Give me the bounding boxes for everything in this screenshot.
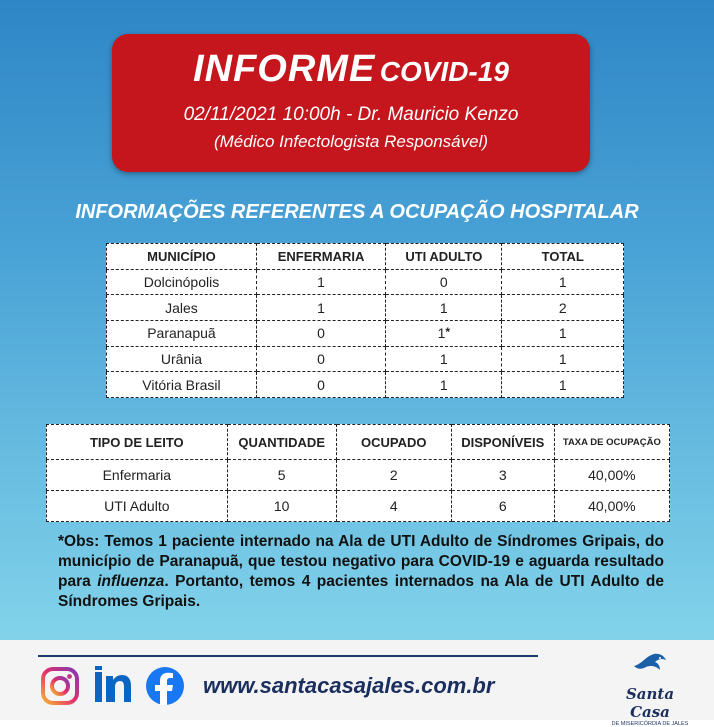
page-title bbox=[112, 48, 590, 91]
website-link[interactable]: www.santacasajales.com.br bbox=[203, 673, 495, 698]
table-cell: Enfermaria bbox=[47, 460, 228, 491]
column-header: TOTAL bbox=[502, 244, 624, 270]
table-cell: 6 bbox=[451, 491, 554, 522]
logo-subtitle: DE MISERICÓRDIA DE JALES bbox=[611, 721, 689, 727]
table-cell: UTI Adulto bbox=[47, 491, 228, 522]
table-cell-value: 1 bbox=[437, 325, 446, 342]
table-cell: 10 bbox=[227, 491, 336, 522]
table-cell: 1 bbox=[256, 295, 385, 321]
table-cell: Dolcinópolis bbox=[107, 269, 257, 295]
table-row bbox=[107, 269, 624, 295]
table-cell: 0 bbox=[256, 321, 385, 347]
table-cell: 0 bbox=[386, 269, 502, 295]
header-banner bbox=[112, 34, 590, 172]
table-cell: 1 bbox=[502, 346, 624, 372]
table-cell: 1 bbox=[386, 372, 502, 398]
footer-divider bbox=[38, 655, 538, 657]
table-cell: 40,00% bbox=[554, 460, 669, 491]
title-sub: COVID-19 bbox=[379, 56, 509, 87]
author-role-line: (Médico Infectologista Responsável) bbox=[213, 132, 489, 151]
observation-note bbox=[58, 532, 664, 612]
column-header: UTI ADULTO bbox=[386, 244, 502, 270]
column-header: OCUPADO bbox=[336, 425, 451, 460]
table-header-row bbox=[107, 244, 624, 270]
column-header: MUNICÍPIO bbox=[107, 244, 257, 270]
table-cell: 1 bbox=[502, 321, 624, 347]
table-cell: 1 bbox=[502, 269, 624, 295]
table-cell: Urânia bbox=[107, 346, 257, 372]
table-row bbox=[47, 460, 670, 491]
logo-name: Santa Casa bbox=[625, 685, 675, 721]
table-cell: 0 bbox=[256, 346, 385, 372]
note-text: . Portanto, temos 4 pacientes internados na Ala de UTI Adulto de Síndromes Gripais. bbox=[58, 573, 664, 610]
table-row bbox=[107, 321, 624, 347]
column-header: QUANTIDADE bbox=[227, 425, 336, 460]
table-row bbox=[47, 491, 670, 522]
date-author-line: 02/11/2021 10:00h - Dr. Mauricio Kenzo bbox=[183, 104, 519, 125]
table-cell-with-note bbox=[386, 321, 502, 347]
column-header: TIPO DE LEITO bbox=[47, 425, 228, 460]
table-cell: 3 bbox=[451, 460, 554, 491]
santa-casa-logo bbox=[610, 650, 690, 727]
table-header-row bbox=[47, 425, 670, 460]
table-cell: Vitória Brasil bbox=[107, 372, 257, 398]
facebook-icon[interactable] bbox=[145, 666, 185, 706]
table-cell: Jales bbox=[107, 295, 257, 321]
table-row bbox=[107, 346, 624, 372]
column-header: TAXA DE OCUPAÇÃO bbox=[554, 425, 669, 460]
table-cell: 4 bbox=[336, 491, 451, 522]
title-main: INFORME bbox=[193, 48, 376, 90]
table-cell: 0 bbox=[256, 372, 385, 398]
table-cell: 1 bbox=[386, 295, 502, 321]
table-row bbox=[107, 372, 624, 398]
dove-icon bbox=[630, 650, 670, 680]
note-asterisk: * bbox=[445, 325, 451, 340]
column-header: DISPONÍVEIS bbox=[451, 425, 554, 460]
municipality-table bbox=[106, 243, 624, 398]
table-row bbox=[107, 295, 624, 321]
table-cell: 40,00% bbox=[554, 491, 669, 522]
section-title: INFORMAÇÕES REFERENTES A OCUPAÇÃO HOSPITALAR bbox=[75, 201, 639, 223]
note-text: *Obs: Temos 1 paciente internado na Ala de UTI Adulto de Síndromes Gripais, do município de Paranapuã, que testou negativo para COVID-19 e aguarda resultado para bbox=[58, 533, 664, 590]
table-cell: 5 bbox=[227, 460, 336, 491]
bed-occupancy-table bbox=[46, 424, 670, 522]
note-italic: influenza bbox=[97, 573, 165, 590]
table-cell: 1 bbox=[502, 372, 624, 398]
column-header: ENFERMARIA bbox=[256, 244, 385, 270]
table-cell: 1 bbox=[256, 269, 385, 295]
instagram-icon[interactable] bbox=[40, 666, 80, 706]
table-cell: 2 bbox=[502, 295, 624, 321]
table-cell: Paranapuã bbox=[107, 321, 257, 347]
table-cell: 1 bbox=[386, 346, 502, 372]
table-cell: 2 bbox=[336, 460, 451, 491]
linkedin-icon[interactable] bbox=[93, 666, 133, 706]
